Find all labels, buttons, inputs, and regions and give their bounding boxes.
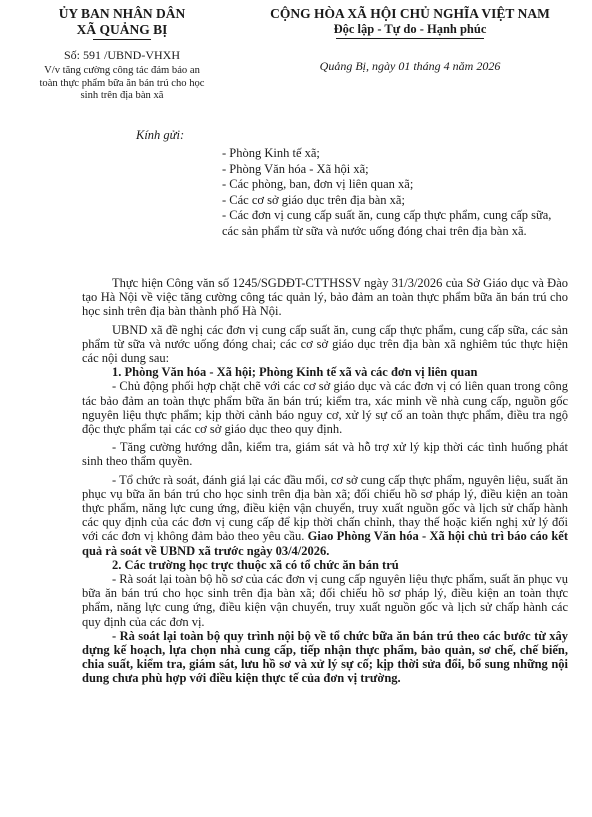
- body-paragraph: [82, 473, 568, 558]
- document-body: [82, 276, 568, 686]
- issuer-name: ỦY BAN NHÂN DÂN: [58, 6, 186, 21]
- recipient-item: - Phòng Kinh tế xã;: [222, 146, 320, 160]
- body-paragraph: - Chủ động phối hợp chặt chẽ với các cơ sở giáo dục và các đơn vị có liên quan trong công tác bảo đảm an toàn thực phẩm bữa ăn bán trú; kiểm tra, xác minh về nhà cung cấp, nguồn gốc nguyên liệu thực phẩm; kịp thời cảnh báo nguy cơ, xử lý sự cố an toàn thực phẩm, điều tra ngộ độc thực phẩm tại các cơ sở giáo dục theo quy định.: [82, 379, 568, 437]
- assignment-text: Giao Phòng Văn hóa - Xã hội chủ trì báo cáo kết quả rà soát về UBND xã trước ngày 03/4/2026.: [82, 529, 569, 558]
- place-date: Quảng Bị, ngày 01 tháng 4 năm 2026: [319, 59, 501, 73]
- national-title: CỘNG HÒA XÃ HỘI CHỦ NGHĨA VIỆT NAM: [270, 6, 550, 21]
- body-paragraph: Thực hiện Công văn số 1245/SGDĐT-CTTHSSV ngày 31/3/2026 của Sở Giáo dục và Đào tạo Hà Nội về việc tăng cường công tác quản lý, bảo đảm an toàn thực phẩm bữa ăn bán trú cho học sinh trên địa bàn thành phố Hà Nội.: [82, 276, 568, 319]
- national-motto: Độc lập - Tự do - Hạnh phúc: [333, 22, 487, 36]
- body-paragraph-bold: - Rà soát lại toàn bộ quy trình nội bộ về tổ chức bữa ăn bán trú theo các bước từ xây dựng kế hoạch, lựa chọn nhà cung cấp, tiếp nhận thực phẩm, bảo quản, sơ chế, chế biến, chia suất, kiểm tra, giám sát, lưu hồ sơ và xử lý sự cố; kịp thời sửa đổi, bổ sung những nội dung chưa phù hợp với điều kiện thực tế của đơn vị trường.: [82, 628, 568, 686]
- greeting: Kính gửi:: [136, 128, 185, 142]
- section-heading: 2. Các trường học trực thuộc xã có tổ chức ăn bán trú: [112, 557, 399, 572]
- motto-underline: [336, 38, 484, 39]
- body-paragraph: - Rà soát lại toàn bộ hồ sơ của các đơn vị cung cấp nguyên liệu thực phẩm, suất ăn phục vụ bữa ăn bán trú cho học sinh trên địa bàn xã; đối chiếu hồ sơ pháp lý, điều kiện an toàn thực phẩm, năng lực cung ứng, điều kiện vận chuyển, truy xuất nguồn gốc và lịch sử chấp hành các quy định của các đơn vị.: [82, 572, 568, 629]
- body-text: - Tổ chức rà soát, đánh giá lại các đầu mối, cơ sở cung cấp thực phẩm, nguyên liệu, suất ăn phục vụ bữa ăn bán trú cho học sinh trên địa bàn xã; đối chiếu hồ sơ pháp lý, điều kiện an toàn thực phẩm, năng lực cung ứng, điều kiện vận chuyển, truy xuất nguồn gốc và lịch sử chấp hành các quy định của các đơn vị cung cấp để kịp thời chấn chỉnh, thay thế hoặc kiến nghị xử lý đối với các đơn vị không đảm bảo theo yêu cầu.: [82, 472, 568, 544]
- recipient-item: - Các phòng, ban, đơn vị liên quan xã;: [222, 177, 414, 191]
- document-subject: V/v tăng cường công tác đảm bảo an toàn thực phẩm bữa ăn bán trú cho học sinh trên địa bàn xã: [39, 65, 205, 101]
- issuer-underline: [93, 39, 151, 40]
- recipient-item: - Các đơn vị cung cấp suất ăn, cung cấp thực phẩm, cung cấp sữa, các sản phẩm từ sữa và nước uống đóng chai trên địa bàn xã.: [222, 208, 552, 238]
- issuer-commune: XÃ QUẢNG BỊ: [76, 22, 168, 37]
- issuer-block: [36, 6, 208, 103]
- recipient-item: - Các cơ sở giáo dục trên địa bàn xã;: [222, 192, 405, 207]
- body-paragraph: UBND xã đề nghị các đơn vị cung cấp suất ăn, cung cấp thực phẩm, cung cấp sữa, các sản phẩm từ sữa và nước uống đóng chai; các cơ sở giáo dục trên địa bàn xã nghiêm túc thực hiện các nội dung sau:: [82, 322, 568, 366]
- national-header: [240, 6, 580, 73]
- document-number: Số: 591 /UBND-VHXH: [63, 48, 180, 62]
- body-paragraph: - Tăng cường hướng dẫn, kiểm tra, giám sát và hỗ trợ xử lý kịp thời các tình huống phát sinh theo thẩm quyền.: [82, 440, 568, 469]
- section-heading: 1. Phòng Văn hóa - Xã hội; Phòng Kinh tế xã và các đơn vị liên quan: [112, 365, 478, 380]
- recipient-list: [222, 146, 552, 239]
- recipient-item: - Phòng Văn hóa - Xã hội xã;: [222, 161, 369, 176]
